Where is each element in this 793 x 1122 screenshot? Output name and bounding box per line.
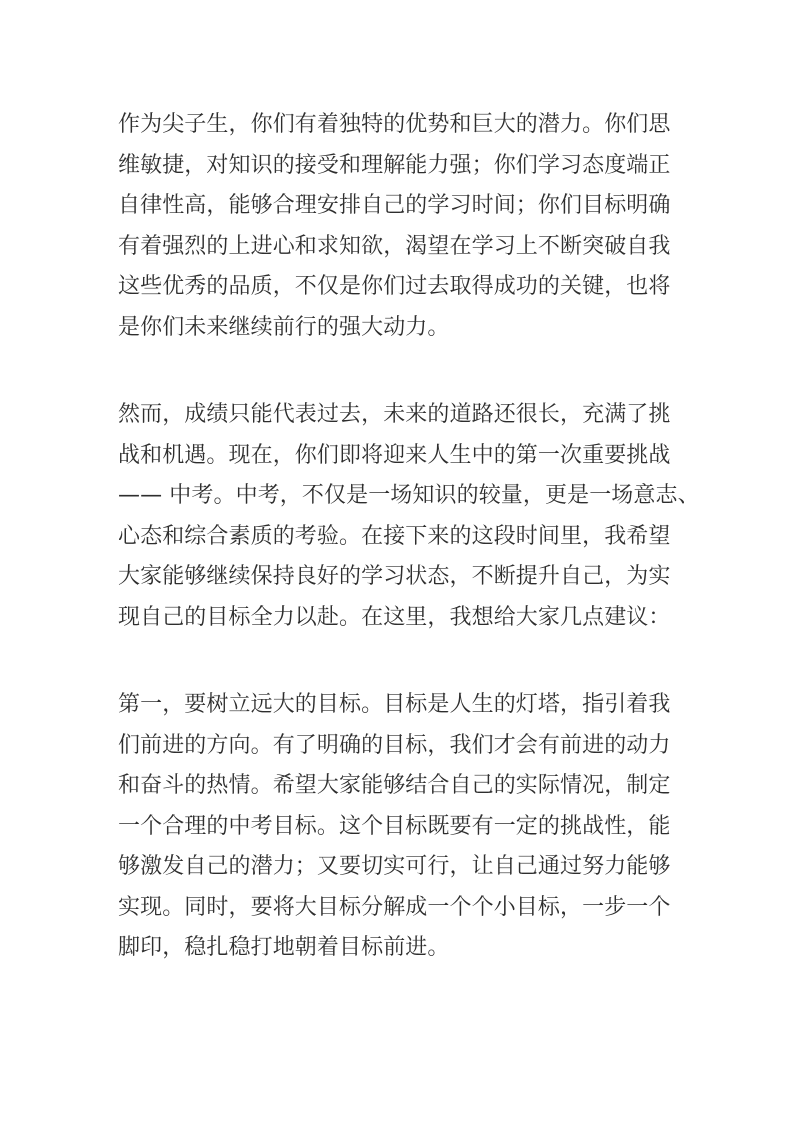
text-line: 心态和综合素质的考验。在接下来的这段时间里，我希望 xyxy=(118,523,671,549)
document-body-text xyxy=(118,105,700,969)
paragraph-advice-first xyxy=(118,685,678,969)
text-line: 大家能够继续保持良好的学习状态，不断提升自己，为实 xyxy=(118,564,671,589)
text-line: 作为尖子生，你们有着独特的优势和巨大的潜力。你们思 xyxy=(118,112,671,137)
text-line: 实现。同时，要将大目标分解成一个个小目标，一步一个 xyxy=(118,894,671,920)
text-line: 和奋斗的热情。希望大家能够结合自己的实际情况，制定 xyxy=(118,773,671,798)
text-line: 自律性高，能够合理安排自己的学习时间；你们目标明确 xyxy=(118,193,671,218)
paragraph-upcoming-exam xyxy=(118,395,700,638)
text-line: 脚印，稳扎稳打地朝着目标前进。 xyxy=(118,935,450,960)
text-line: 一个合理的中考目标。这个目标既要有一定的挑战性，能 xyxy=(118,813,671,839)
text-line: 是你们未来继续前行的强大动力。 xyxy=(118,314,450,340)
text-line: 够激发自己的潜力；又要切实可行，让自己通过努力能够 xyxy=(118,854,671,879)
text-line: 战和机遇。现在，你们即将迎来人生中的第一次重要挑战 xyxy=(118,442,671,468)
paragraph-strengths xyxy=(118,105,678,348)
text-line: 们前进的方向。有了明确的目标，我们才会有前进的动力 xyxy=(118,732,671,758)
text-line: —— 中考。中考，不仅是一场知识的较量，更是一场意志、 xyxy=(118,483,700,508)
text-line: 现自己的目标全力以赴。在这里，我想给大家几点建议： xyxy=(118,604,671,630)
text-line: 有着强烈的上进心和求知欲，渴望在学习上不断突破自我 xyxy=(118,233,671,259)
text-line: 第一，要树立远大的目标。目标是人生的灯塔，指引着我 xyxy=(118,692,671,717)
text-line: 维敏捷，对知识的接受和理解能力强；你们学习态度端正 xyxy=(118,152,671,178)
text-line: 然而，成绩只能代表过去，未来的道路还很长，充满了挑 xyxy=(118,402,671,427)
text-line: 这些优秀的品质，不仅是你们过去取得成功的关键，也将 xyxy=(118,274,671,299)
